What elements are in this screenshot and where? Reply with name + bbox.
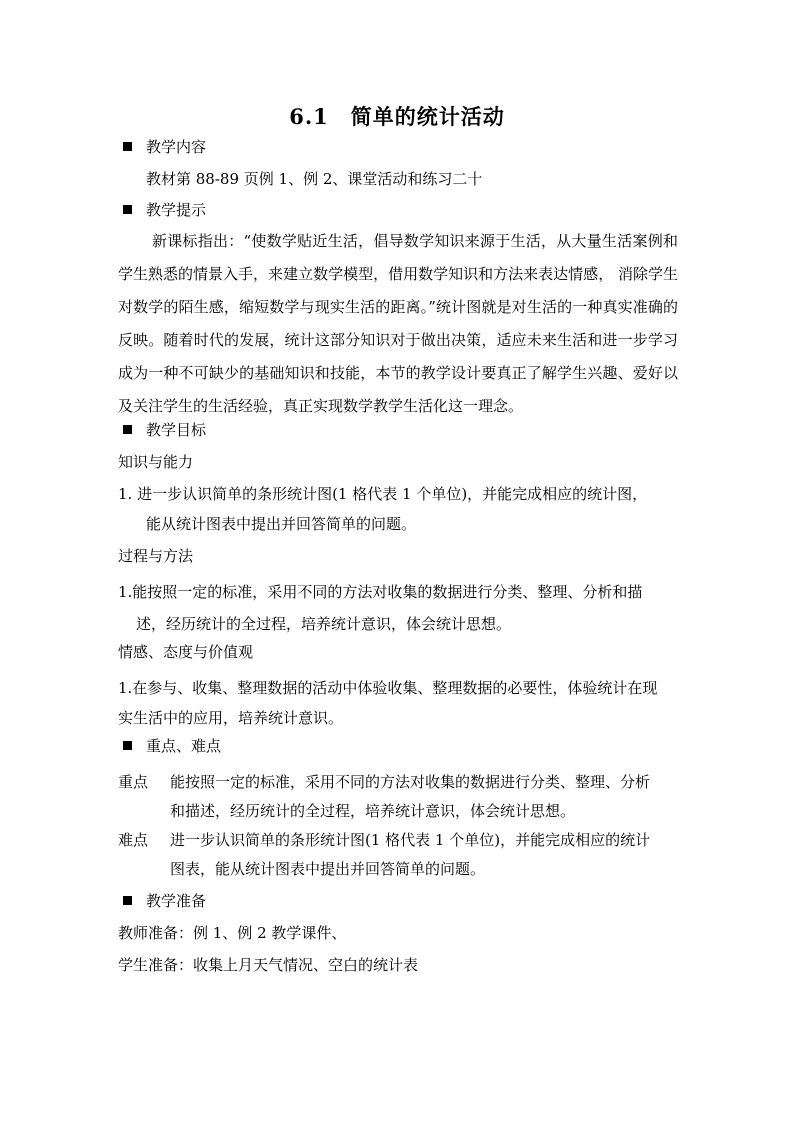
hint-paragraph: 新课标指出：“使数学贴近生活，倡导数学知识来源于生活，从大量生活案例和学生熟悉的情景入手，来建立数学模型，借用数学知识和方法来表达情感， 消除学生对数学的陌生感，缩短数学与现实生活的距离。”统计图就是对生活的一种真实准确的反映。随着时代的发展，统计这部分知识对于做出决策，适应未来生活和进一步学习成为一种不可缺少的基础知识和技能，本节的教学设计要真正了解学生兴趣、爱好以及关注学生的生活经验，真正实现数学教学生活化这一理念。 bbox=[118, 232, 678, 415]
section-heading-hint bbox=[123, 200, 206, 220]
section-heading-keypoints bbox=[123, 736, 221, 756]
section-heading-prep bbox=[123, 891, 206, 911]
page-title: 6.1 简单的统计活动 bbox=[289, 104, 505, 129]
emotion-line-1: 1.在参与、收集、整理数据的活动中体验收集、整理数据的必要性，体验统计在现 bbox=[118, 679, 658, 697]
key-line-2: 和描述，经历统计的全过程，培养统计意识，体会统计思想。 bbox=[170, 802, 576, 820]
square-bullet-icon bbox=[123, 741, 132, 750]
process-line-2: 述，经历统计的全过程，培养统计意识，体会统计思想。 bbox=[136, 615, 512, 633]
heading-text: 教学提示 bbox=[146, 201, 207, 219]
key-label: 重点 bbox=[118, 773, 149, 791]
section-heading-goals bbox=[123, 420, 206, 440]
heading-text: 教学准备 bbox=[146, 892, 207, 910]
process-line-1: 1.能按照一定的标准，采用不同的方法对收集的数据进行分类、整理、分析和描 bbox=[118, 583, 643, 601]
content-text: 教材第 88-89 页例 1、例 2、课堂活动和练习二十 bbox=[146, 170, 483, 188]
knowledge-heading: 知识与能力 bbox=[118, 453, 194, 471]
square-bullet-icon bbox=[123, 142, 132, 151]
emotion-heading: 情感、态度与价值观 bbox=[118, 643, 254, 661]
heading-text: 教学目标 bbox=[146, 421, 207, 439]
square-bullet-icon bbox=[123, 896, 132, 905]
heading-text: 重点、难点 bbox=[146, 737, 222, 755]
knowledge-line-2: 能从统计图表中提出并回答简单的问题。 bbox=[146, 515, 417, 533]
key-line-1: 能按照一定的标准，采用不同的方法对收集的数据进行分类、整理、分析 bbox=[170, 773, 651, 791]
square-bullet-icon bbox=[123, 205, 132, 214]
heading-text: 教学内容 bbox=[146, 138, 207, 156]
square-bullet-icon bbox=[123, 425, 132, 434]
diff-line-2: 图表，能从统计图表中提出并回答简单的问题。 bbox=[170, 860, 486, 878]
emotion-line-2: 实生活中的应用，培养统计意识。 bbox=[118, 709, 344, 727]
diff-label: 难点 bbox=[118, 831, 149, 849]
teacher-prep: 教师准备：例 1、例 2 教学课件、 bbox=[118, 924, 347, 942]
process-heading: 过程与方法 bbox=[118, 547, 194, 565]
knowledge-line-1: 1. 进一步认识简单的条形统计图(1 格代表 1 个单位)，并能完成相应的统计图， bbox=[118, 485, 648, 503]
student-prep: 学生准备：收集上月天气情况、空白的统计表 bbox=[118, 956, 419, 974]
section-heading-content bbox=[123, 137, 206, 157]
diff-line-1: 进一步认识简单的条形统计图(1 格代表 1 个单位)，并能完成相应的统计 bbox=[170, 831, 651, 849]
